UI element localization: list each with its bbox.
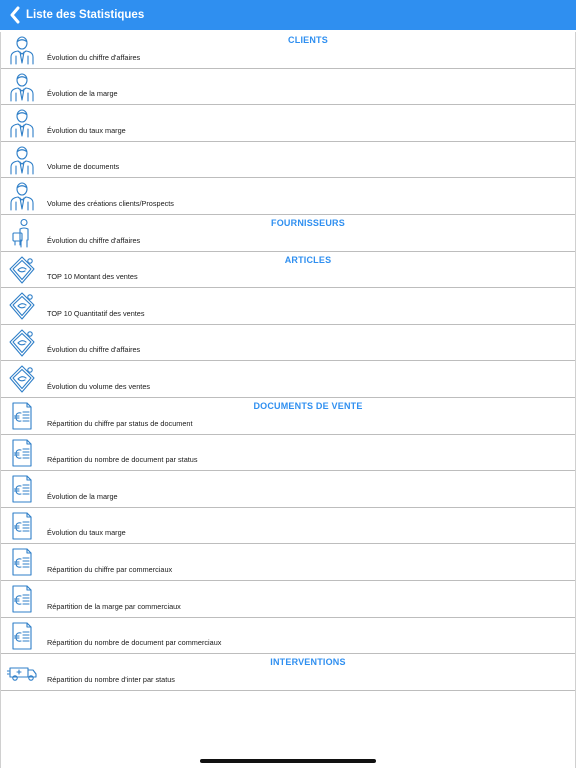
list-item-label: Évolution du taux marge (47, 528, 126, 538)
list-item[interactable] (1, 471, 575, 508)
section-header: ARTICLES (284, 254, 332, 265)
tag-icon (7, 291, 37, 321)
euro-document-icon (7, 547, 37, 577)
list-item[interactable] (1, 508, 575, 545)
list-item-label: Répartition de la marge par commerciaux (47, 601, 181, 611)
list-item[interactable] (1, 215, 575, 252)
list-item-label: Répartition du chiffre par commerciaux (47, 564, 173, 574)
tag-icon (7, 364, 37, 394)
supplier-icon (7, 218, 37, 248)
list-item-label: Volume de documents (47, 162, 120, 172)
back-button[interactable] (4, 0, 26, 30)
page-title: Liste des Statistiques (26, 9, 145, 21)
list-item-label: Évolution de la marge (47, 491, 118, 501)
list-item-label: Évolution de la marge (47, 89, 118, 99)
list-item[interactable] (1, 142, 575, 179)
euro-document-icon (7, 401, 37, 431)
van-icon (7, 657, 37, 687)
tag-icon (7, 255, 37, 285)
list-item-label: Évolution du chiffre d'affaires (47, 235, 141, 245)
list-item-label: Évolution du chiffre d'affaires (47, 345, 141, 355)
section-header: FOURNISSEURS (271, 217, 345, 228)
section-header: INTERVENTIONS (270, 657, 346, 668)
list-item-label: Évolution du volume des ventes (47, 381, 151, 391)
home-indicator (200, 759, 376, 763)
person-icon (7, 35, 37, 65)
euro-document-icon (7, 621, 37, 651)
chevron-left-icon (9, 6, 21, 24)
euro-document-icon (7, 438, 37, 468)
list-item-label: Évolution du chiffre d'affaires (47, 52, 141, 62)
person-icon (7, 108, 37, 138)
list-item-label: Répartition du nombre de document par status (47, 455, 198, 465)
section-header: DOCUMENTS DE VENTE (253, 400, 363, 411)
list-item[interactable] (1, 105, 575, 142)
list-item[interactable] (1, 252, 575, 289)
list-item-label: Répartition du nombre de document par commerciaux (47, 638, 222, 648)
list-item-label: TOP 10 Montant des ventes (47, 272, 138, 282)
list-item-label: TOP 10 Quantitatif des ventes (47, 308, 145, 318)
list-item[interactable] (1, 398, 575, 435)
list-item[interactable] (1, 544, 575, 581)
list-item[interactable] (1, 325, 575, 362)
list-item[interactable] (1, 69, 575, 106)
list-item-label: Évolution du taux marge (47, 125, 126, 135)
statistics-list (0, 32, 576, 768)
list-item[interactable] (1, 435, 575, 472)
list-item[interactable] (1, 361, 575, 398)
section-header: CLIENTS (288, 35, 328, 45)
list-item[interactable] (1, 654, 575, 691)
person-icon (7, 181, 37, 211)
navigation-bar (0, 0, 576, 30)
list-item-label: Volume des créations clients/Prospects (47, 198, 174, 208)
euro-document-icon (7, 511, 37, 541)
list-item[interactable] (1, 288, 575, 325)
tag-icon (7, 328, 37, 358)
list-item[interactable] (1, 581, 575, 618)
list-item[interactable] (1, 618, 575, 655)
person-icon (7, 72, 37, 102)
list-item[interactable] (1, 178, 575, 215)
list-item-label: Répartition du nombre d'inter par status (47, 674, 175, 684)
euro-document-icon (7, 474, 37, 504)
person-icon (7, 145, 37, 175)
list-item[interactable] (1, 32, 575, 69)
list-item-label: Répartition du chiffre par status de document (47, 418, 193, 428)
euro-document-icon (7, 584, 37, 614)
